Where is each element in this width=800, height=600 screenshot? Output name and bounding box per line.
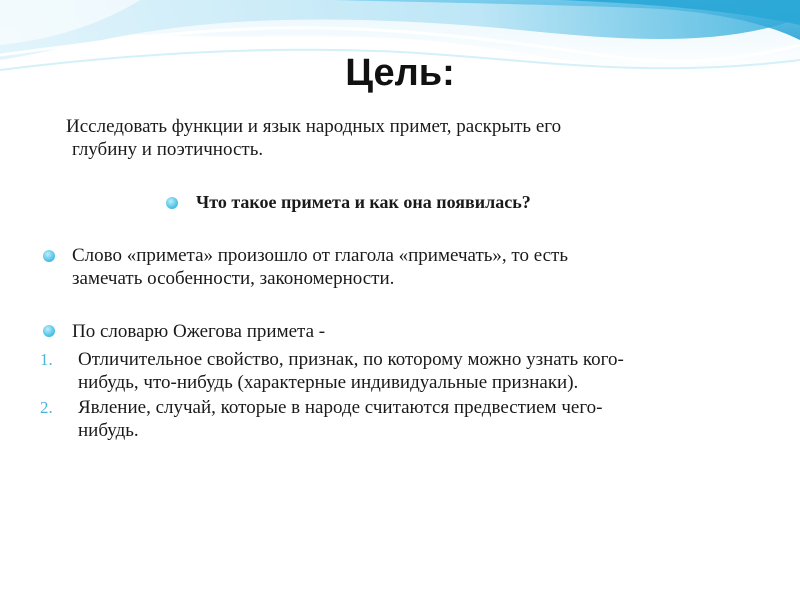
goal-line-1: Исследовать функции и язык народных примет, раскрыть его bbox=[66, 116, 562, 137]
goal-text bbox=[66, 115, 726, 161]
list-item-line-1: Отличительное свойство, признак, по которому можно узнать кого- bbox=[78, 349, 624, 370]
bullet-icon bbox=[43, 250, 55, 262]
definition-line-1: Слово «примета» произошло от глагола «примечать», то есть bbox=[72, 245, 569, 266]
list-item-line-2: нибудь. bbox=[78, 420, 139, 441]
list-number: 2. bbox=[40, 398, 53, 417]
dictionary-intro: По словарю Ожегова примета - bbox=[72, 321, 326, 342]
list-item bbox=[78, 348, 768, 394]
slide-title: Цель: bbox=[345, 52, 455, 94]
definition-line-2: замечать особенности, закономерности. bbox=[72, 268, 395, 289]
list-item bbox=[78, 396, 768, 442]
goal-line-2: глубину и поэтичность. bbox=[72, 139, 264, 160]
bullet-icon bbox=[166, 197, 178, 209]
bullet-icon bbox=[43, 325, 55, 337]
definition-paragraph bbox=[72, 244, 732, 290]
question-heading: Что такое примета и как она появилась? bbox=[196, 192, 531, 212]
list-number: 1. bbox=[40, 350, 53, 369]
list-item-line-1: Явление, случай, которые в народе считаются предвестием чего- bbox=[78, 397, 603, 418]
list-item-line-2: нибудь, что-нибудь (характерные индивидуальные признаки). bbox=[78, 372, 579, 393]
